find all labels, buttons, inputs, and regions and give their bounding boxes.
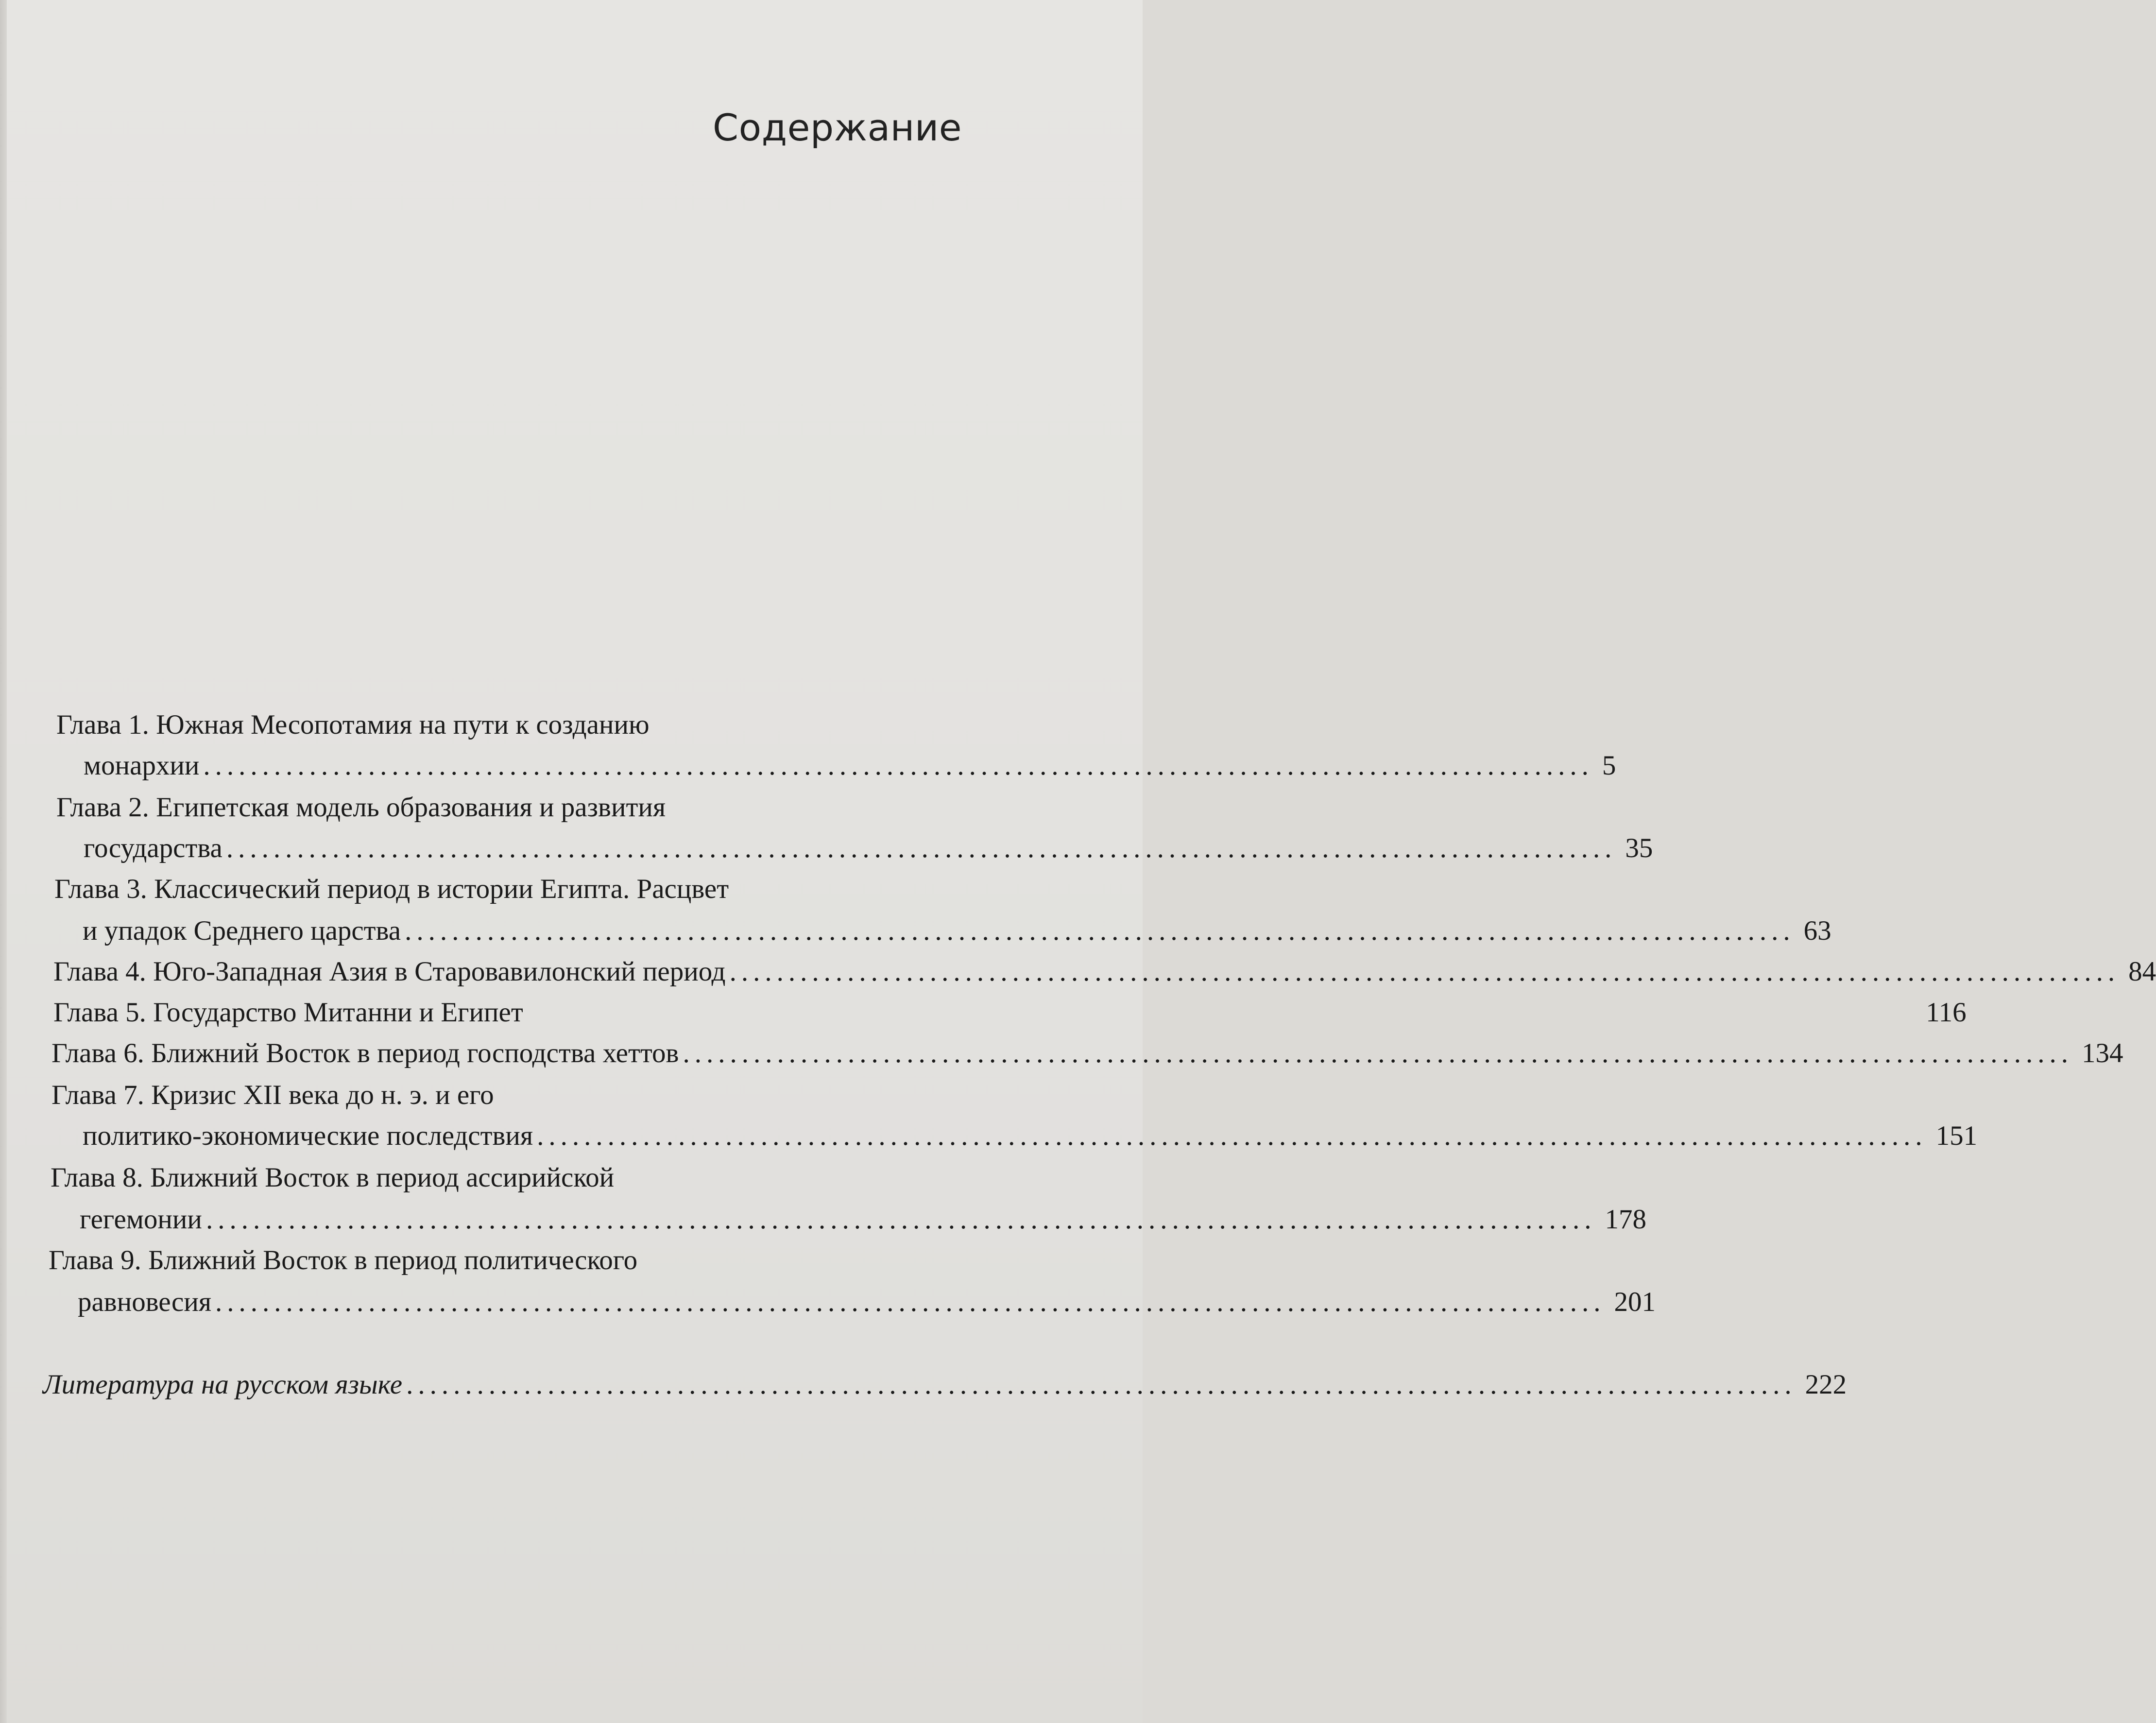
page-title: Содержание <box>713 106 962 149</box>
toc-entry-4-page: 84 <box>2128 956 2156 987</box>
toc-leader-dots: ...................................................................................................................... <box>405 915 1795 946</box>
toc-leader-dots: ...................................................................................................................... <box>203 750 1593 781</box>
toc-entry-2-continuation <box>84 831 1653 866</box>
toc-entry-4-title: Глава 4. Юго-Западная Азия в Старовавилонский период <box>53 956 726 987</box>
toc-leader-dots: ...................................................................................................................... <box>215 1287 1606 1317</box>
toc-entry-3-title: Глава 3. Классический период в истории Египта. Расцвет <box>54 874 729 904</box>
toc-entry-6 <box>51 1036 2123 1071</box>
toc-entry-2-title: Глава 2. Египетская модель образования и развития <box>56 792 666 823</box>
toc-entry-7-page: 151 <box>1935 1120 1978 1151</box>
toc-entry-6-page: 134 <box>2081 1038 2123 1068</box>
toc-entry-9-continuation <box>78 1285 1656 1320</box>
toc-entry-5 <box>53 995 1967 1030</box>
toc-entry-5-page: 116 <box>1926 997 1967 1028</box>
toc-entry-4 <box>53 954 2156 989</box>
toc-entry-8-title-end: гегемонии <box>80 1204 202 1235</box>
toc-entry-7-continuation <box>83 1119 1978 1154</box>
toc-entry-2-page: 35 <box>1625 833 1653 863</box>
toc-entry-1-continuation <box>84 748 1616 783</box>
toc-entry-1-title: Глава 1. Южная Месопотамия на пути к созданию <box>56 709 650 740</box>
toc-entry-8-title: Глава 8. Ближний Восток в период ассирийской <box>51 1162 615 1193</box>
toc-entry-3-page: 63 <box>1803 915 1831 946</box>
toc-entry-9-title-end: равновесия <box>78 1287 212 1317</box>
toc-leader-dots: ...................................................................................................................... <box>683 1038 2073 1068</box>
toc-entry-literature-page: 222 <box>1805 1369 1847 1400</box>
toc-leader-dots: ...................................................................................................................... <box>729 956 2120 987</box>
toc-entry-8-continuation <box>80 1202 1646 1237</box>
toc-entry-7-title: Глава 7. Кризис XII века до н. э. и его <box>51 1080 494 1110</box>
toc-entry-6-title: Глава 6. Ближний Восток в период господства хеттов <box>51 1038 679 1068</box>
toc-entry-1-page: 5 <box>1602 750 1616 781</box>
toc-leader-blank <box>523 995 1926 1030</box>
toc-entry-5-title: Глава 5. Государство Митанни и Египет <box>53 997 523 1028</box>
toc-entry-7-title-end: политико-экономические последствия <box>83 1120 533 1151</box>
toc-leader-dots: ...................................................................................................................... <box>406 1369 1797 1400</box>
toc-leader-dots: ...................................................................................................................... <box>537 1120 1927 1151</box>
toc-entry-literature-title: Литература на русском языке <box>43 1369 403 1400</box>
toc-entry-2-title-end: государства <box>84 833 222 863</box>
toc-entry-3-title-end: и упадок Среднего царства <box>83 915 401 946</box>
toc-entry-1-title-end: монархии <box>84 750 200 781</box>
toc-leader-dots: ...................................................................................................................... <box>205 1204 1596 1235</box>
toc-entry-9-page: 201 <box>1614 1287 1656 1317</box>
toc-entry-3-continuation <box>83 913 1831 948</box>
toc-entry-8-page: 178 <box>1605 1204 1646 1235</box>
toc-entry-9-title: Глава 9. Ближний Восток в период политического <box>49 1245 638 1275</box>
toc-entry-literature <box>43 1367 1847 1402</box>
toc-leader-dots: ...................................................................................................................... <box>226 833 1617 863</box>
